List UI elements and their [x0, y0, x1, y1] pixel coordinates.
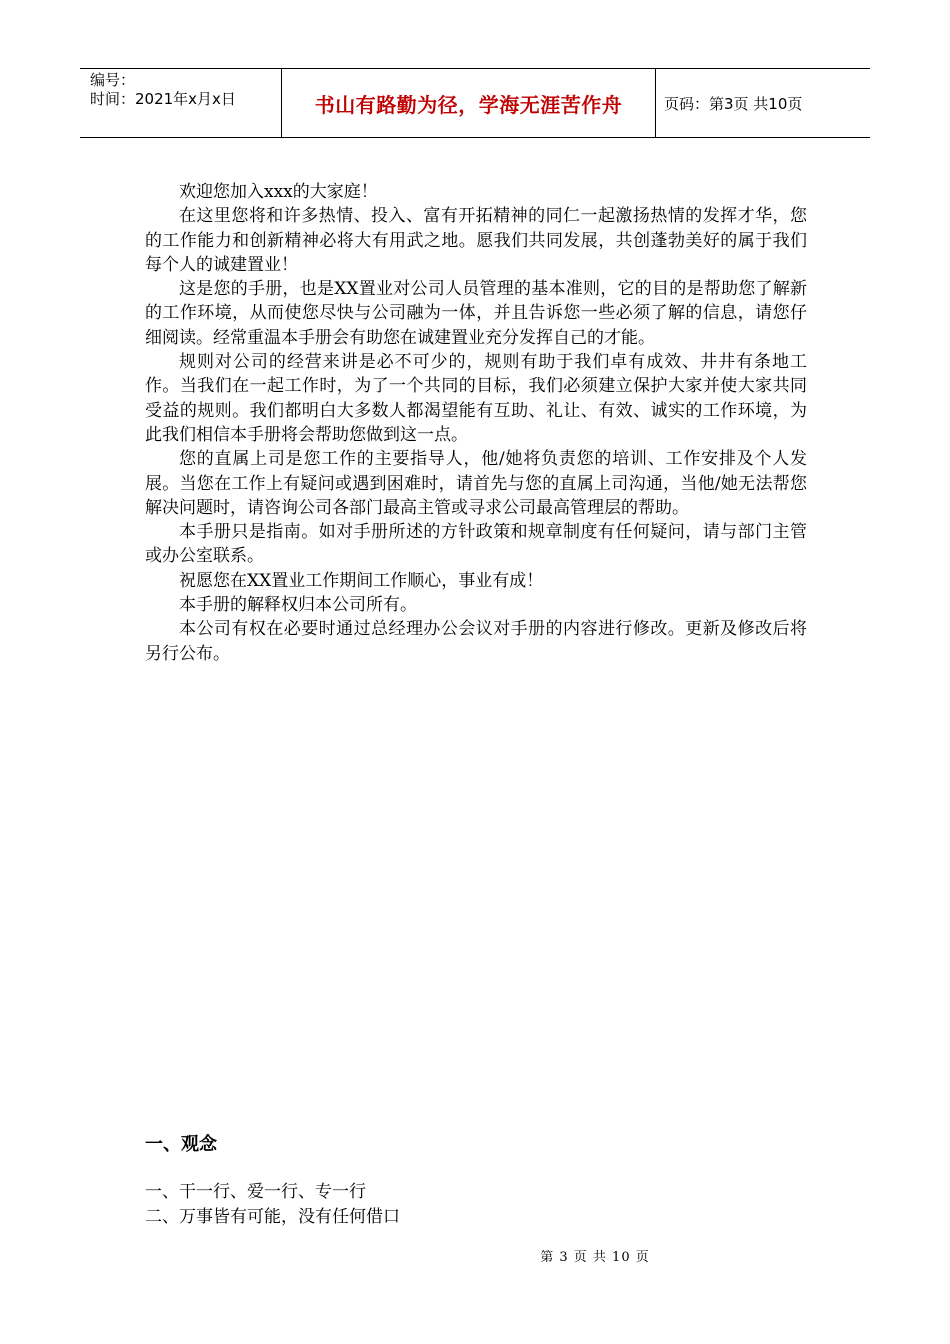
- paragraph: 本公司有权在必要时通过总经理办公会议对手册的内容进行修改。更新及修改后将另行公布。: [145, 619, 807, 664]
- paragraph: 祝愿您在XX置业工作期间工作顺心，事业有成！: [179, 570, 544, 591]
- header-motto: 书山有路勤为径，学海无涯苦作舟: [282, 69, 656, 137]
- header-page-info: 页码：第3页 共10页: [664, 94, 803, 113]
- header-meta: [80, 69, 282, 137]
- paragraph: 本手册的解释权归本公司所有。: [179, 595, 417, 616]
- paragraph: 欢迎您加入xxx的大家庭！: [179, 182, 378, 202]
- list-item: 二、万事皆有可能，没有任何借口: [145, 1207, 400, 1227]
- page-footer: 第 3 页 共 10 页: [540, 1250, 650, 1265]
- concept-list: [145, 1180, 400, 1230]
- paragraph: 本手册只是指南。如对手册所述的方针政策和规章制度有任何疑问，请与部门主管或办公室联系。: [145, 522, 807, 567]
- page-header: [80, 68, 870, 138]
- paragraph: 在这里您将和许多热情、投入、富有开拓精神的同仁一起激扬热情的发挥才华，您的工作能力和创新精神必将大有用武之地。愿我们共同发展，共创蓬勃美好的属于我们每个人的诚建置业！: [145, 206, 807, 275]
- document-body: [145, 180, 807, 666]
- list-item: 一、干一行、爱一行、专一行: [145, 1182, 366, 1202]
- paragraph: 您的直属上司是您工作的主要指导人，他/她将负责您的培训、工作安排及个人发展。当您在工作上有疑问或遇到困难时，请首先与您的直属上司沟通，当他/她无法帮您解决问题时，请咨询公司各部门最高主管或寻求公司最高管理层的帮助。: [145, 449, 807, 518]
- section-title: 一、观念: [145, 1134, 217, 1155]
- serial-label: 编号：: [90, 71, 136, 89]
- paragraph: 这是您的手册，也是XX置业对公司人员管理的基本准则，它的目的是帮助您了解新的工作环境，从而使您尽快与公司融为一体，并且告诉您一些必须了解的信息，请您仔细阅读。经常重温本手册会有助您在诚建置业充分发挥自己的才能。: [145, 279, 807, 348]
- time-label: 时间：2021年x月x日: [90, 90, 236, 108]
- paragraph: 规则对公司的经营来讲是必不可少的，规则有助于我们卓有成效、井井有条地工作。当我们在一起工作时，为了一个共同的目标，我们必须建立保护大家并使大家共同受益的规则。我们都明白大多数人都渴望能有互助、礼让、有效、诚实的工作环境，为此我们相信本手册将会帮助您做到这一点。: [145, 352, 807, 445]
